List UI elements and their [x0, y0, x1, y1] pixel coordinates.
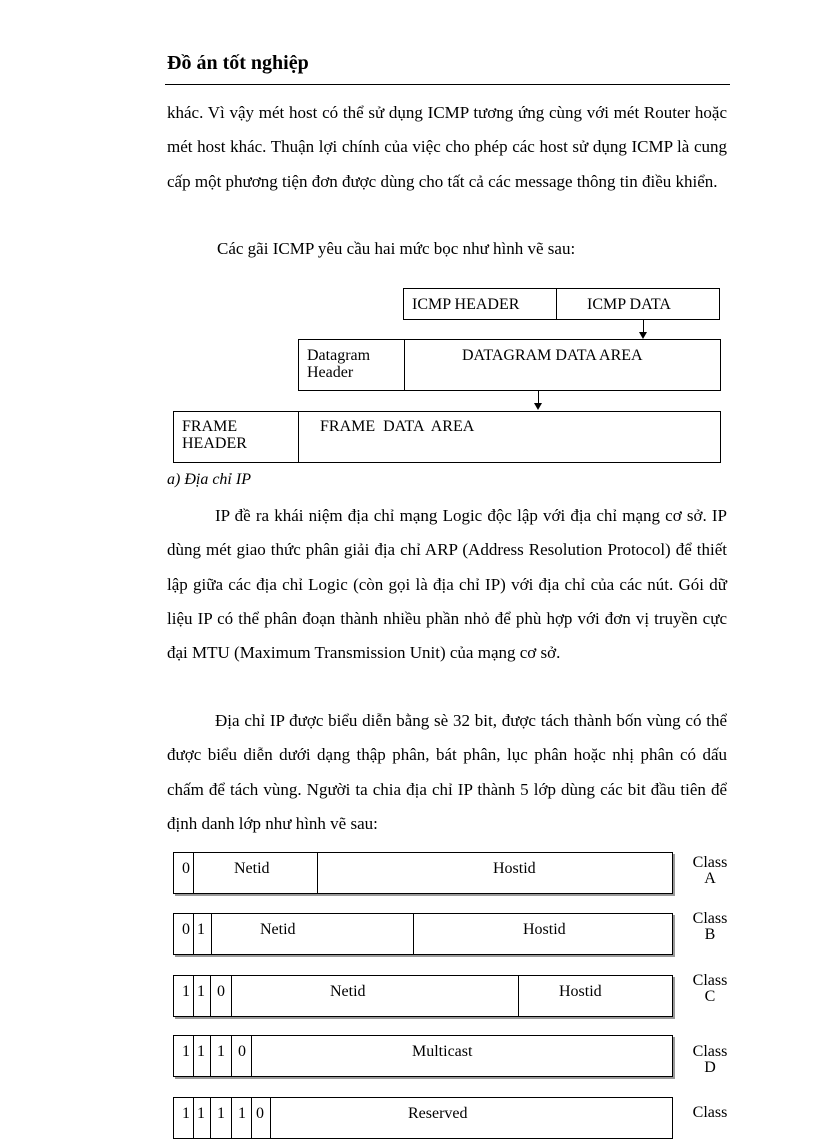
class-b-row [173, 913, 673, 955]
bit-divider [193, 914, 194, 954]
class-word: Class [692, 854, 728, 871]
page-header-title: Đồ án tốt nghiệp [167, 52, 309, 74]
bit-value: 0 [182, 921, 190, 938]
bit-divider [210, 1036, 211, 1076]
bit-value: 1 [182, 983, 190, 1000]
paragraph-icmp-usage: khác. Vì vậy mét host có thể sử dụng ICMP tương ứng cùng với mét Router hoặc mét host khác. Thuận lợi chính của việc cho phép các host sử dụng ICMP là cung cấp một phương tiện đơn được dùng cho tất cả các message thông tin điều khiển. [167, 103, 727, 191]
datagram-divider [404, 340, 405, 390]
bit-divider [193, 853, 194, 893]
hostid-field: Hostid [523, 921, 566, 938]
datagram-data-area-label: DATAGRAM DATA AREA [462, 347, 643, 364]
hostid-field: Hostid [493, 860, 536, 877]
bit-divider [193, 976, 194, 1016]
bit-divider [251, 1098, 252, 1138]
bit-divider [231, 1098, 232, 1138]
class-word: Class [692, 910, 728, 927]
arrowhead-icon [639, 332, 647, 339]
icmp-header-label: ICMP HEADER [412, 296, 520, 313]
section-heading-ip-address: a) Địa chỉ IP [167, 471, 251, 488]
header-rule [165, 84, 730, 85]
reserved-field: Reserved [408, 1105, 468, 1122]
arrowhead-icon [534, 403, 542, 410]
frame-box [173, 411, 721, 463]
class-d-label [690, 1044, 730, 1076]
icmp-data-label: ICMP DATA [587, 296, 671, 313]
bit-divider [231, 1036, 232, 1076]
bit-value: 1 [217, 1105, 225, 1122]
netid-field: Netid [260, 921, 296, 938]
class-b-label [690, 911, 730, 943]
bit-value: 1 [197, 983, 205, 1000]
class-c-row [173, 975, 673, 1017]
class-d-row [173, 1035, 673, 1077]
bit-divider [193, 1098, 194, 1138]
datagram-header-label: Datagram Header [307, 347, 371, 381]
class-letter: D [704, 1059, 716, 1076]
bit-value: 0 [238, 1043, 246, 1060]
multicast-field: Multicast [412, 1043, 473, 1060]
bit-value: 1 [182, 1105, 190, 1122]
class-word: Class [692, 1104, 728, 1121]
bit-value: 1 [197, 1043, 205, 1060]
class-word: Class [692, 972, 728, 989]
class-letter: A [704, 870, 716, 887]
class-word: Class [692, 1043, 728, 1060]
bit-value: 1 [238, 1105, 246, 1122]
class-letter: C [704, 988, 716, 1005]
bit-divider [211, 914, 212, 954]
bit-value: 1 [182, 1043, 190, 1060]
class-a-row [173, 852, 673, 894]
field-divider [317, 853, 318, 893]
bit-divider [193, 1036, 194, 1076]
icmp-message-box [403, 288, 720, 320]
class-e-row [173, 1097, 673, 1139]
paragraph-ip-representation: Địa chỉ IP được biểu diễn bằng sè 32 bit, được tách thành bốn vùng có thể được biểu diễn dưới dạng thập phân, bát phân, lục phân hoặc nhị phân có dấu chấm để tách vùng. Người ta chia địa chỉ IP thành 5 lớp dùng các bit đầu tiên để định danh lớp như hình vẽ sau: [167, 711, 727, 833]
arrow-datagram-to-frame [538, 391, 539, 403]
netid-field: Netid [234, 860, 270, 877]
field-divider [413, 914, 414, 954]
frame-divider [298, 412, 299, 462]
paragraph-ip-concept: IP đề ra khái niệm địa chỉ mạng Logic độc lập với địa chỉ mạng cơ sở. IP dùng mét giao thức phân giải địa chỉ ARP (Address Resolution Protocol) để thiết lập giữa các địa chỉ Logic (còn gọi là địa chỉ IP) với địa chỉ của các nút. Gói dữ liệu IP có thể phân đoạn thành nhiều phần nhỏ để phù hợp với đơn vị truyền cực đại MTU (Maximum Transmission Unit) của mạng cơ sở. [167, 506, 727, 663]
field-divider [518, 976, 519, 1016]
frame-header-label: FRAME HEADER [182, 418, 247, 452]
class-e-label [690, 1105, 730, 1121]
bit-divider [270, 1098, 271, 1138]
datagram-box [298, 339, 721, 391]
class-a-label [690, 855, 730, 887]
netid-field: Netid [330, 983, 366, 1000]
bit-value: 1 [197, 921, 205, 938]
hostid-field: Hostid [559, 983, 602, 1000]
arrow-icmp-to-datagram [643, 320, 644, 332]
frame-data-area-label: FRAME DATA AREA [320, 418, 475, 435]
class-c-label [690, 973, 730, 1005]
bit-value: 0 [217, 983, 225, 1000]
bit-value: 0 [182, 860, 190, 877]
bit-value: 1 [197, 1105, 205, 1122]
bit-divider [251, 1036, 252, 1076]
bit-value: 0 [256, 1105, 264, 1122]
paragraph-icmp-encapsulation-intro: Các gãi ICMP yêu cầu hai mức bọc như hình vẽ sau: [217, 239, 576, 258]
bit-value: 1 [217, 1043, 225, 1060]
icmp-divider [556, 289, 557, 319]
bit-divider [231, 976, 232, 1016]
bit-divider [210, 1098, 211, 1138]
bit-divider [210, 976, 211, 1016]
class-letter: B [704, 926, 716, 943]
